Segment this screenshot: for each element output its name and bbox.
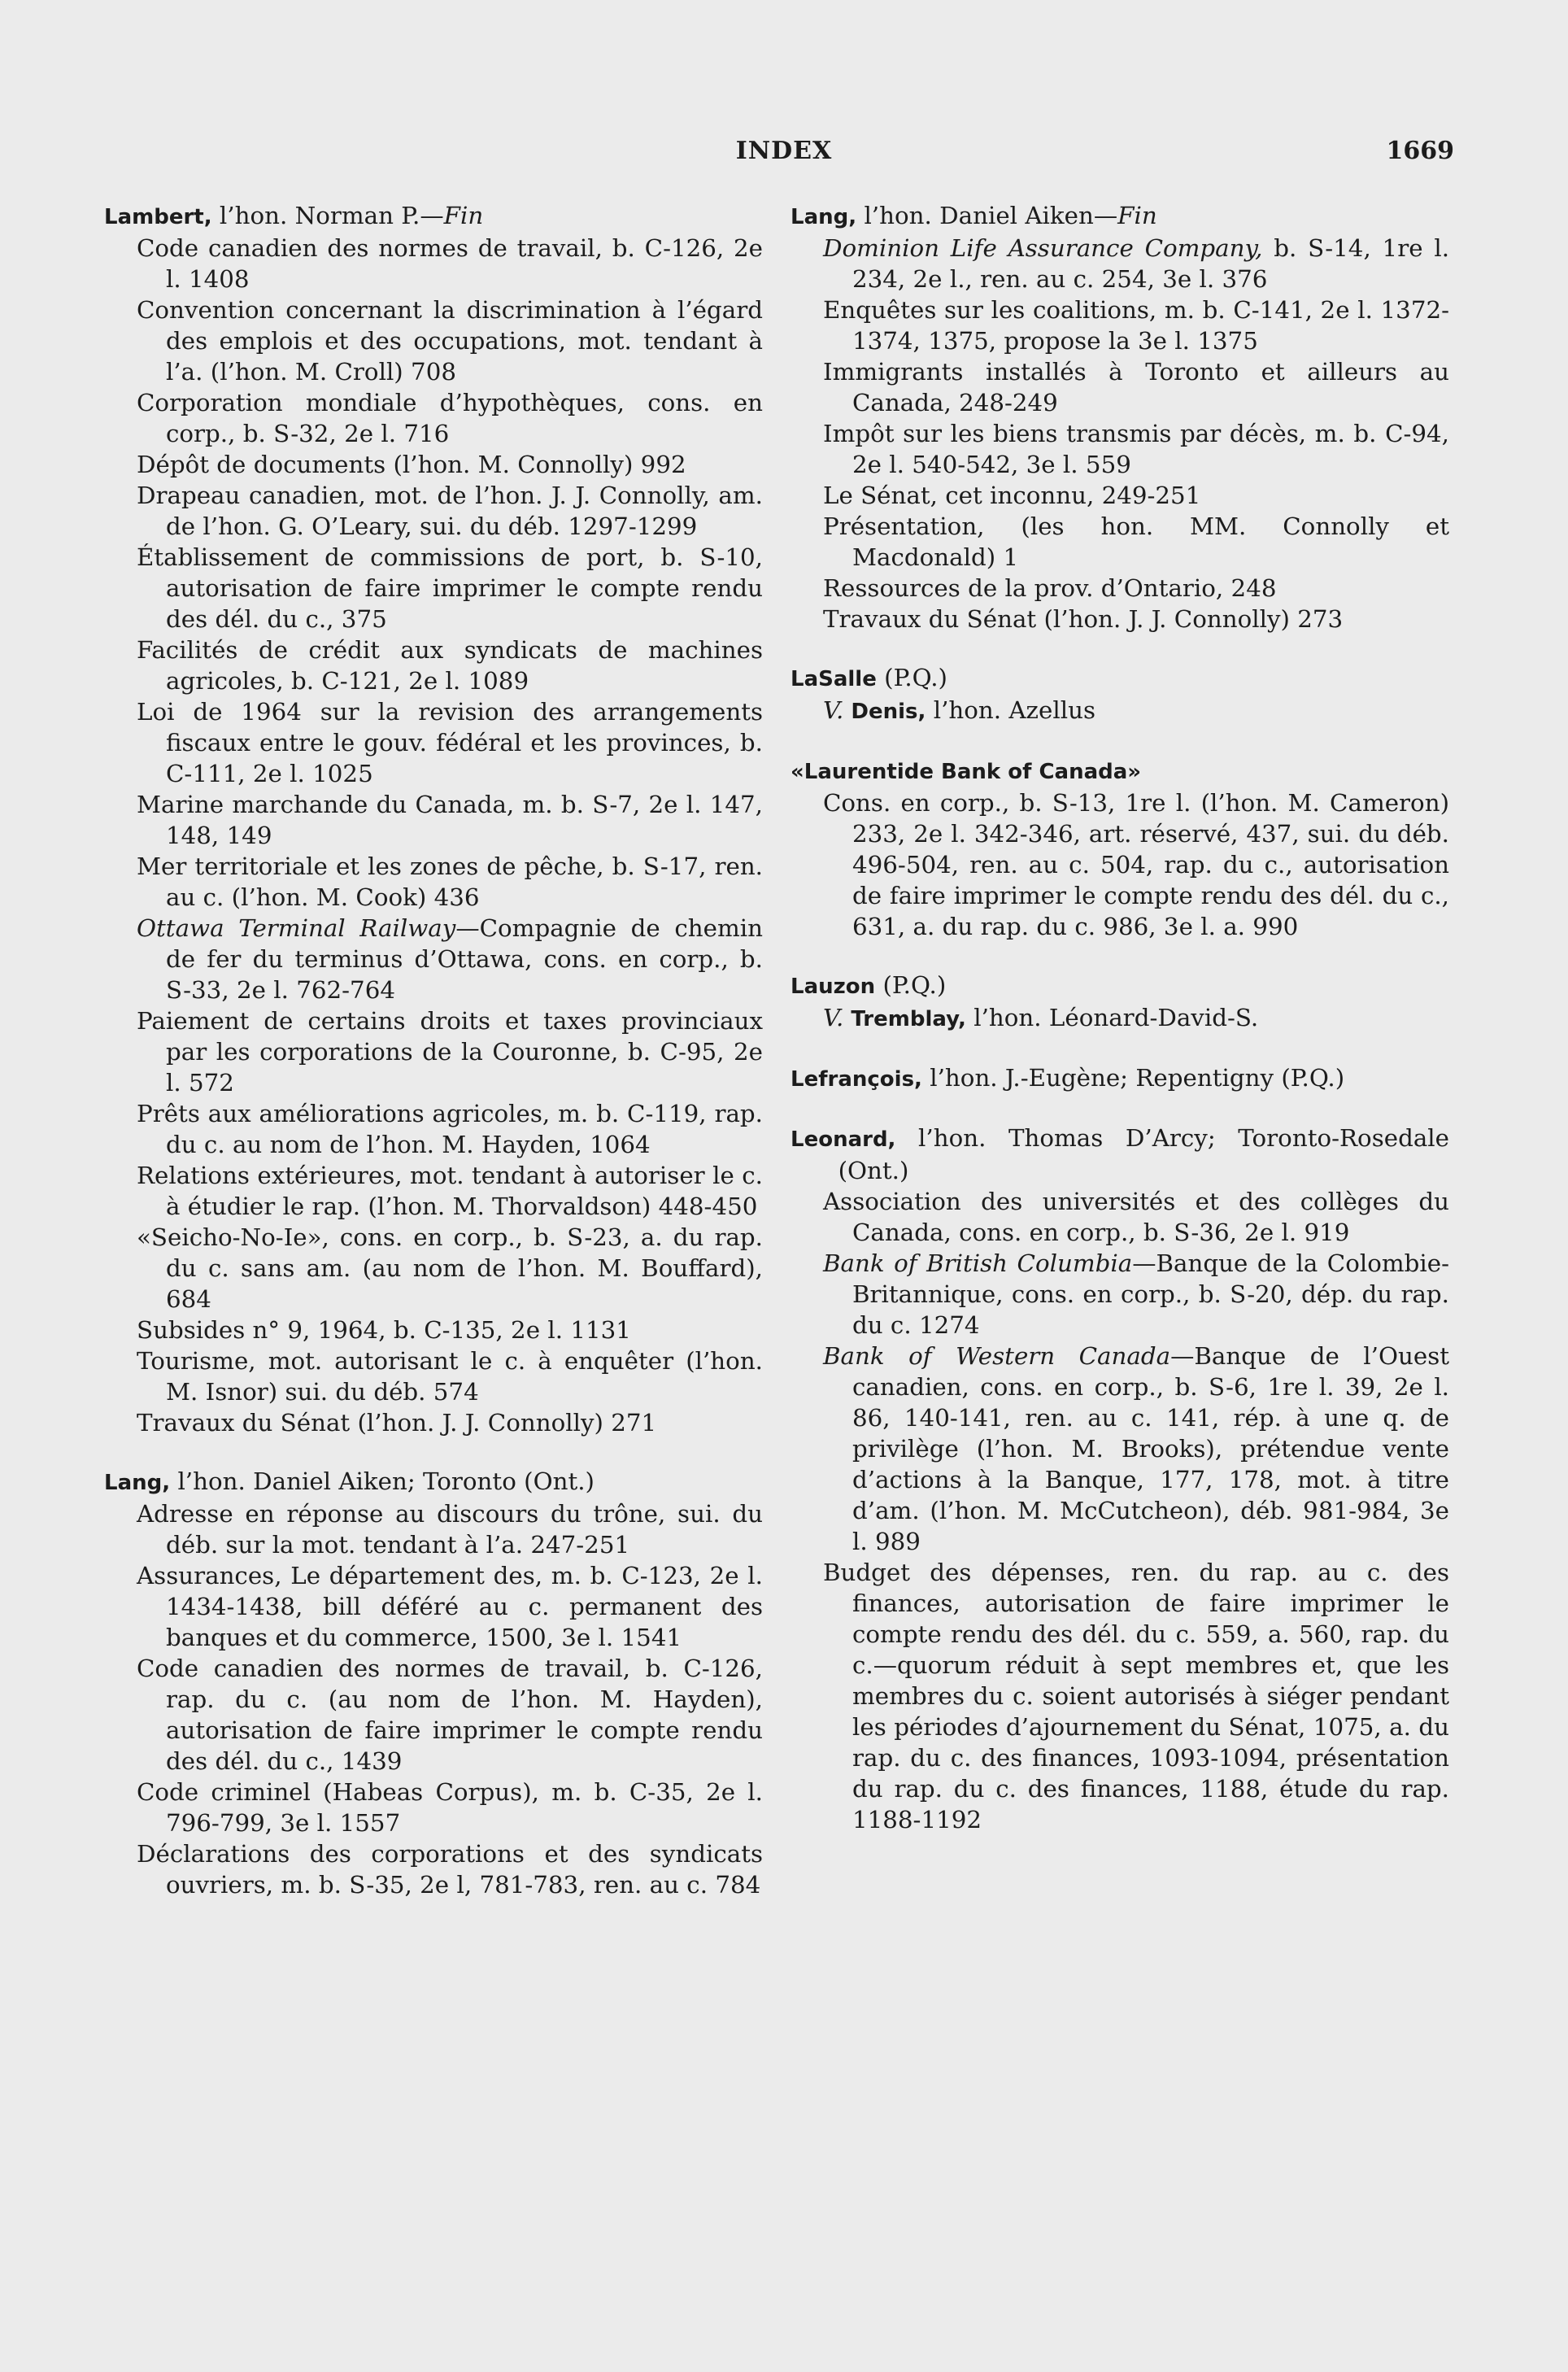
index-entry xyxy=(791,1123,1449,1835)
subentry-text: Marine marchande du Canada, m. b. S-7, 2e l. 147, 148, 149 xyxy=(137,791,763,849)
subentry-text: Présentation, (les hon. MM. Connolly et Macdonald) 1 xyxy=(823,512,1449,571)
left-column xyxy=(104,200,763,1900)
headword-detail: l’hon. J.-Eugène; Repentigny (P.Q.) xyxy=(921,1064,1345,1092)
subentry-text: Corporation mondiale d’hypothèques, cons. en corp., b. S-32, 2e l. 716 xyxy=(137,389,763,447)
headword-detail: l’hon. Daniel Aiken; Toronto (Ont.) xyxy=(170,1467,595,1495)
subentry xyxy=(791,573,1449,604)
subentry-text: Immigrants installés à Toronto et ailleurs au Canada, 248-249 xyxy=(823,358,1449,416)
subentry-italic: Dominion Life Assurance Company, xyxy=(823,234,1263,262)
subentry-italic: Ottawa Terminal Railway xyxy=(137,914,456,942)
subentry-text: —Banque de l’Ouest canadien, cons. en corp., b. S-6, 1re l. 39, 2e l. 86, 140-141, ren. au c. 141, rép. à une q. de privilège (l’hon. M. Brooks), prétendue vente d’actions à la Banque, 177, 178, mot. à titre d’am. (l’hon. M. McCutcheon), déb. 981-984, 3e l. 989 xyxy=(852,1342,1449,1555)
headword-detail: (P.Q.) xyxy=(876,664,947,691)
entry-headword xyxy=(791,1123,1449,1186)
subentry-text: Établissement de commissions de port, b. S-10, autorisation de faire imprimer le compte rendu des dél. du c., 375 xyxy=(137,543,763,633)
subentry-text: Travaux du Sénat (l’hon. J. J. Connolly) 271 xyxy=(137,1409,657,1437)
subentry xyxy=(104,1160,763,1222)
subentry-text: Adresse en réponse au discours du trône, sui. du déb. sur la mot. tendant à l’a. 247-251 xyxy=(137,1500,763,1559)
subentry xyxy=(104,1777,763,1838)
subentry-text: Ressources de la prov. d’Ontario, 248 xyxy=(823,574,1277,602)
subentry xyxy=(791,418,1449,480)
entry-headword xyxy=(791,970,1449,1002)
subentry xyxy=(104,1560,763,1653)
subentry xyxy=(104,1345,763,1407)
subentry xyxy=(104,696,763,789)
subentry xyxy=(104,1838,763,1900)
subentry-text: Association des universités et des collèges du Canada, cons. en corp., b. S-36, 2e l. 919 xyxy=(823,1188,1449,1246)
headword-continuation: Fin xyxy=(1117,202,1157,229)
subentry-text: Drapeau canadien, mot. de l’hon. J. J. Connolly, am. de l’hon. G. O’Leary, sui. du déb. 1297-1299 xyxy=(137,482,763,540)
subentry-text: «Seicho-No-Ie», cons. en corp., b. S-23, a. du rap. du c. sans am. (au nom de l’hon. M. Bouffard), 684 xyxy=(137,1223,763,1313)
subentry xyxy=(104,634,763,696)
subentry xyxy=(791,511,1449,573)
entry-headword xyxy=(791,1062,1449,1095)
subentry-text: l’hon. Léonard-David-S. xyxy=(965,1004,1259,1031)
subentry-italic: Bank of Western Canada xyxy=(823,1342,1171,1370)
headword-name: Lang, xyxy=(104,1471,171,1495)
right-column xyxy=(791,200,1449,1835)
subentry-text: Dépôt de documents (l’hon. M. Connolly) 992 xyxy=(137,451,686,478)
headword-name: Lefrançois, xyxy=(791,1067,922,1092)
headword-name: Leonard, xyxy=(791,1127,896,1152)
subentry xyxy=(104,1098,763,1160)
headword-continuation: Fin xyxy=(443,202,484,229)
running-header xyxy=(0,137,1568,169)
subentry xyxy=(104,1653,763,1777)
headword-detail: (P.Q.) xyxy=(875,971,947,999)
headword-detail: l’hon. Norman P.— xyxy=(211,202,444,229)
subentry xyxy=(104,480,763,542)
subentry-text: Mer territoriale et les zones de pêche, b. S-17, ren. au c. (l’hon. M. Cook) 436 xyxy=(137,852,763,911)
subentry xyxy=(791,1341,1449,1557)
subentry-text: Déclarations des corporations et des syndicats ouvriers, m. b. S-35, 2e l, 781-783, ren. au c. 784 xyxy=(137,1840,763,1899)
subentry-text: Travaux du Sénat (l’hon. J. J. Connolly) 273 xyxy=(823,605,1344,633)
index-entry xyxy=(104,1466,763,1900)
subentry xyxy=(104,1315,763,1345)
subentry-text: Impôt sur les biens transmis par décès, m. b. C-94, 2e l. 540-542, 3e l. 559 xyxy=(823,420,1449,478)
subentry-italic: Bank of British Columbia xyxy=(823,1249,1133,1277)
subentry-text: l’hon. Azellus xyxy=(926,696,1095,724)
index-entry xyxy=(791,1062,1449,1095)
subentry xyxy=(791,480,1449,511)
headword-detail: l’hon. Thomas D’Arcy; Toronto-Rosedale (Ont.) xyxy=(838,1124,1449,1184)
entry-headword xyxy=(104,1466,763,1498)
subentry-text: Loi de 1964 sur la revision des arrangements fiscaux entre le gouv. fédéral et les provinces, b. C-111, 2e l. 1025 xyxy=(137,698,763,787)
subentry-text: Paiement de certains droits et taxes provinciaux par les corporations de la Couronne, b. C-95, 2e l. 572 xyxy=(137,1007,763,1097)
headword-name: Lang, xyxy=(791,205,857,229)
subentry-italic: V. xyxy=(823,696,844,724)
subentry xyxy=(104,1222,763,1315)
subentry xyxy=(104,449,763,480)
subentry xyxy=(104,294,763,387)
headword-name: Lambert, xyxy=(104,205,212,229)
index-entry xyxy=(104,200,763,1438)
subentry xyxy=(791,787,1449,942)
subentry xyxy=(104,851,763,913)
headword-name: «Laurentide Bank of Canada» xyxy=(791,760,1142,784)
headword-detail: l’hon. Daniel Aiken— xyxy=(856,202,1118,229)
subentry xyxy=(791,294,1449,356)
entry-headword xyxy=(791,200,1449,233)
subentry xyxy=(104,387,763,449)
index-entry xyxy=(791,200,1449,634)
subentry-crossref-name: Tremblay, xyxy=(843,1007,966,1031)
subentry xyxy=(104,1498,763,1560)
subentry-text: —Banque de la Colombie-Britannique, cons. en corp., b. S-20, dép. du rap. du c. 1274 xyxy=(852,1249,1449,1339)
page-number: 1669 xyxy=(1386,137,1454,165)
entry-headword xyxy=(104,200,763,233)
subentry-text: Subsides n° 9, 1964, b. C-135, 2e l. 1131 xyxy=(137,1316,631,1344)
subentry-text: Code canadien des normes de travail, b. C-126, rap. du c. (au nom de l’hon. M. Hayden), autorisation de faire imprimer le compte rendu des dél. du c., 1439 xyxy=(137,1655,763,1775)
page-title: INDEX xyxy=(735,137,833,165)
subentry-text: —Compagnie de chemin de fer du terminus d’Ottawa, cons. en corp., b. S-33, 2e l. 762-764 xyxy=(166,914,763,1004)
subentry-text: Relations extérieures, mot. tendant à autoriser le c. à étudier le rap. (l’hon. M. Thorvaldson) 448-450 xyxy=(137,1162,763,1220)
subentry xyxy=(791,695,1449,727)
subentry-text: Le Sénat, cet inconnu, 249-251 xyxy=(823,482,1201,509)
subentry xyxy=(791,233,1449,294)
subentry-text: Tourisme, mot. autorisant le c. à enquêter (l’hon. M. Isnor) sui. du déb. 574 xyxy=(137,1347,763,1406)
index-entry xyxy=(791,755,1449,942)
subentry xyxy=(104,233,763,294)
entry-headword xyxy=(791,662,1449,695)
subentry-text: Enquêtes sur les coalitions, m. b. C-141, 2e l. 1372-1374, 1375, propose la 3e l. 1375 xyxy=(823,296,1449,355)
subentry xyxy=(791,356,1449,418)
subentry xyxy=(104,913,763,1005)
index-entry xyxy=(791,970,1449,1035)
subentry-text: Facilités de crédit aux syndicats de machines agricoles, b. C-121, 2e l. 1089 xyxy=(137,636,763,695)
subentry xyxy=(791,1186,1449,1248)
subentry xyxy=(791,1248,1449,1341)
subentry-text: Budget des dépenses, ren. du rap. au c. des finances, autorisation de faire imprimer le compte rendu des dél. du c. 559, a. 560, rap. du c.—quorum réduit à sept membres et, que les membres du c. soient autorisés à siéger pendant les périodes d’ajournement du Sénat, 1075, a. du rap. du c. des finances, 1093-1094, présentation du rap. du c. des finances, 1188, étude du rap. 1188-1192 xyxy=(823,1559,1449,1834)
subentry-crossref-name: Denis, xyxy=(843,700,926,724)
subentry xyxy=(104,1005,763,1098)
subentry-text: Cons. en corp., b. S-13, 1re l. (l’hon. M. Cameron) 233, 2e l. 342-346, art. réservé, 437, sui. du déb. 496-504, ren. au c. 504, rap. du c., autorisation de faire imprimer le compte rendu des dél. du c., 631, a. du rap. du c. 986, 3e l. a. 990 xyxy=(823,789,1449,940)
subentry-text: Convention concernant la discrimination à l’égard des emplois et des occupations, mot. tendant à l’a. (l’hon. M. Croll) 708 xyxy=(137,296,763,386)
index-entry xyxy=(791,662,1449,727)
headword-name: LaSalle xyxy=(791,667,877,691)
headword-name: Lauzon xyxy=(791,975,876,999)
subentry xyxy=(791,1557,1449,1835)
subentry xyxy=(104,1407,763,1438)
subentry-text: Code canadien des normes de travail, b. C-126, 2e l. 1408 xyxy=(137,234,763,293)
subentry xyxy=(104,789,763,851)
subentry-text: Prêts aux améliorations agricoles, m. b. C-119, rap. du c. au nom de l’hon. M. Hayden, 1064 xyxy=(137,1100,763,1158)
subentry xyxy=(791,604,1449,634)
subentry-text: Code criminel (Habeas Corpus), m. b. C-35, 2e l. 796-799, 3e l. 1557 xyxy=(137,1778,763,1837)
subentry-text: b. S-14, 1re l. 234, 2e l., ren. au c. 254, 3e l. 376 xyxy=(852,234,1450,293)
subentry xyxy=(791,1002,1449,1035)
subentry xyxy=(104,542,763,634)
entry-headword xyxy=(791,755,1449,787)
subentry-text: Assurances, Le département des, m. b. C-123, 2e l. 1434-1438, bill déféré au c. permanent des banques et du commerce, 1500, 3e l. 1541 xyxy=(137,1562,763,1651)
subentry-italic: V. xyxy=(823,1004,844,1031)
